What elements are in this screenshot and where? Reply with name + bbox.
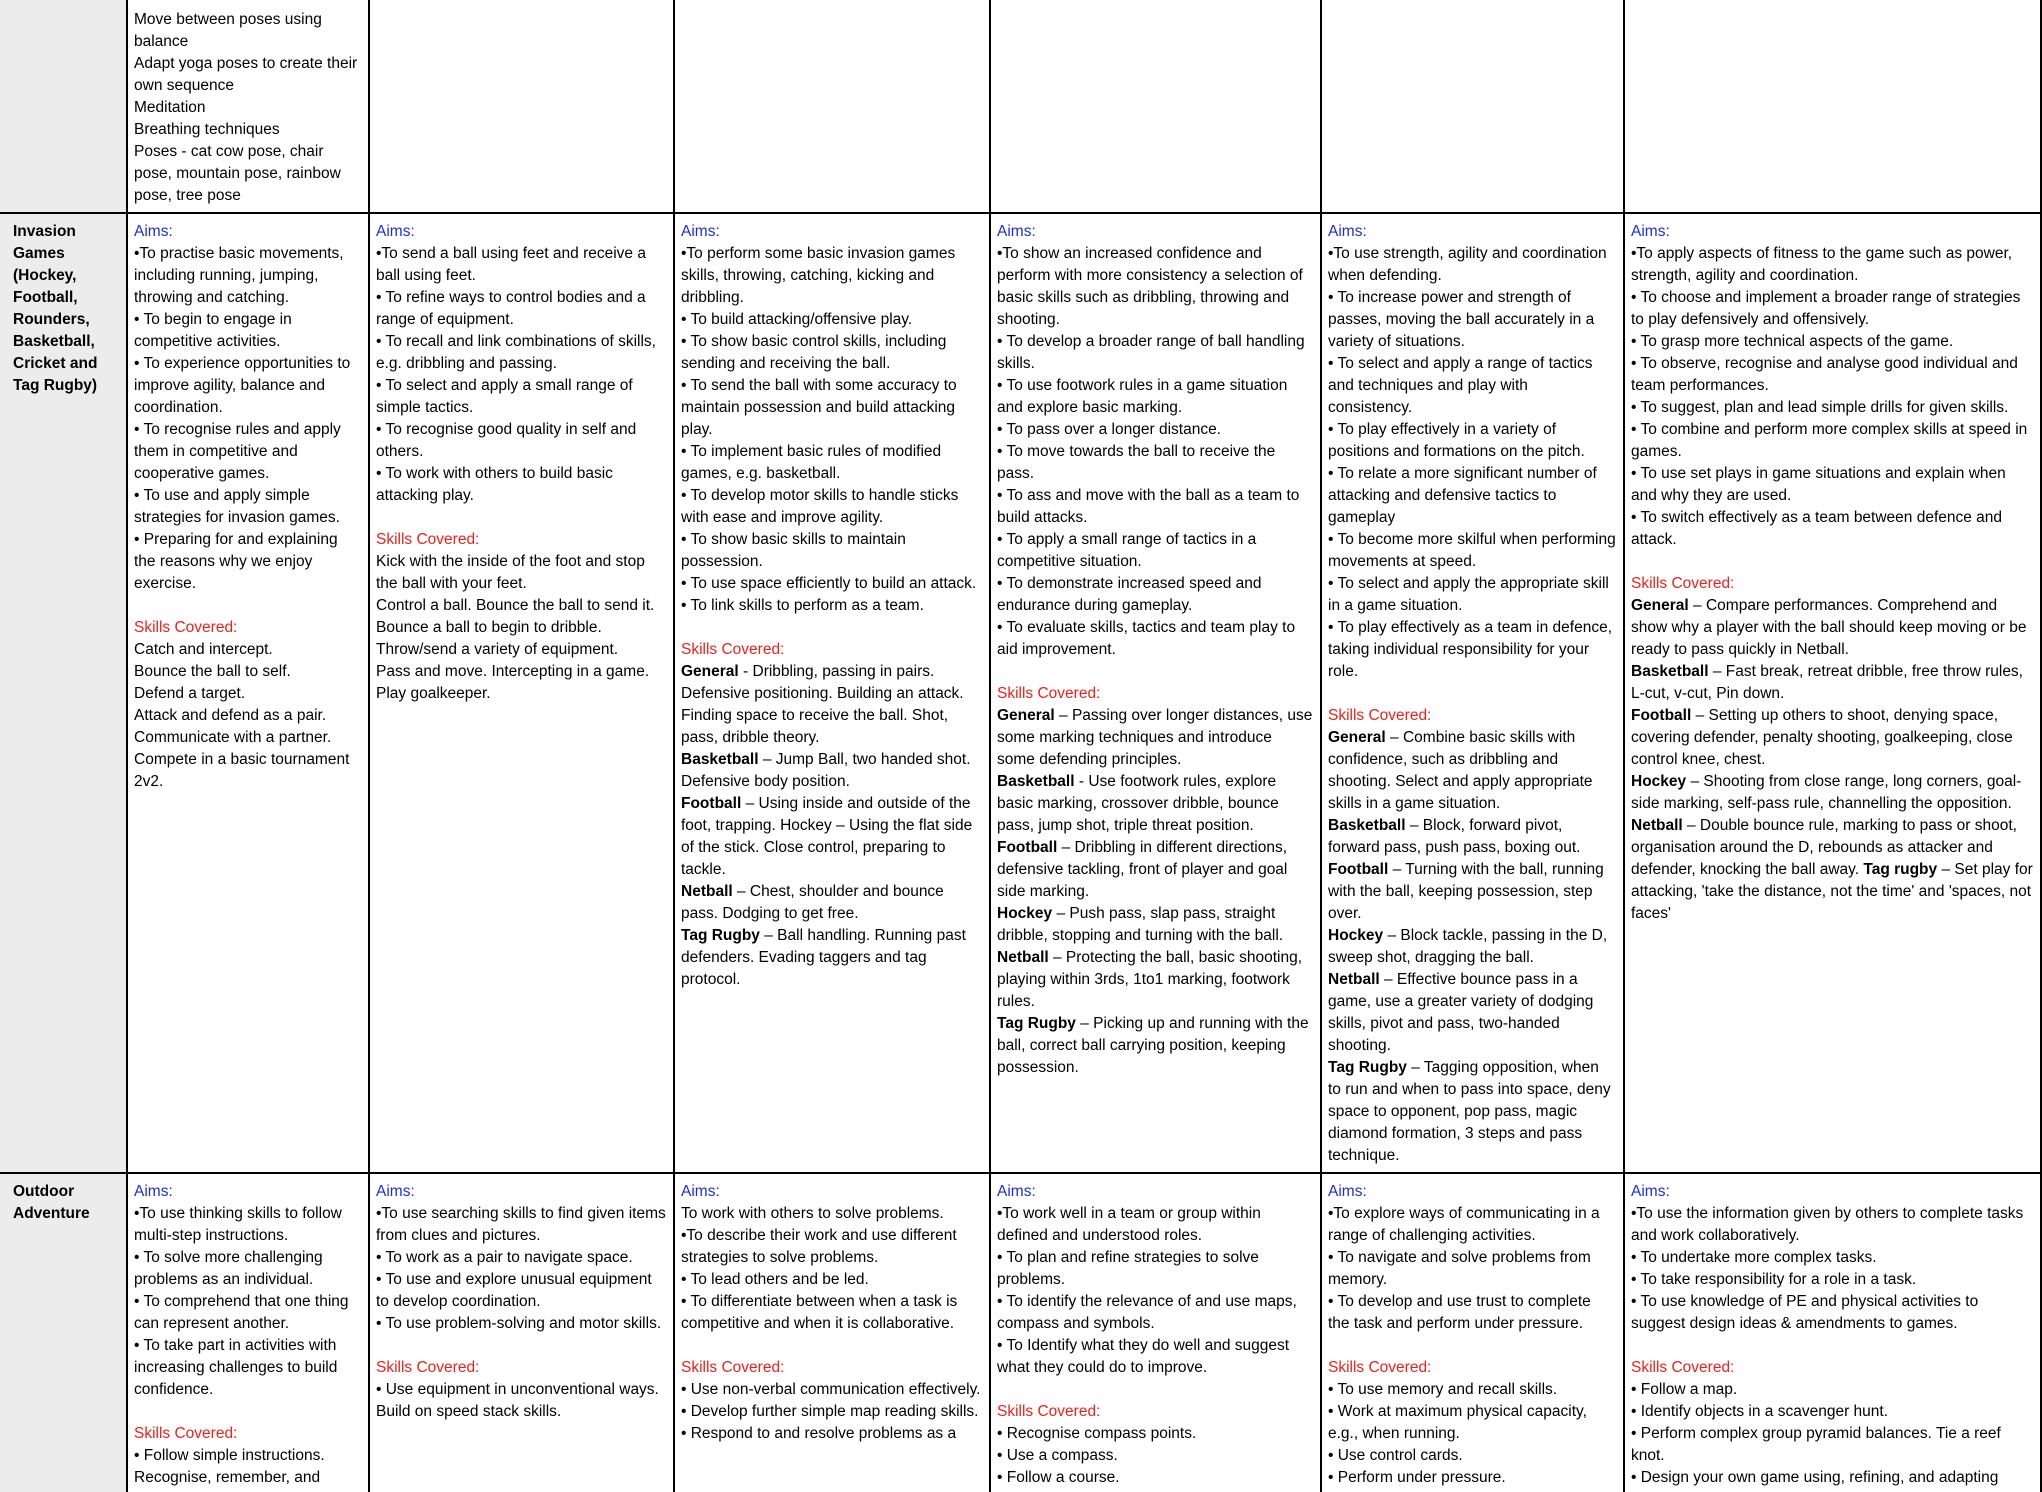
skill-text: • Respond to and resolve problems as a: [681, 1425, 957, 1442]
table-right-border: [2040, 0, 2042, 1492]
skill-sport: Basketball: [681, 751, 759, 768]
cell-line: Adapt yoga poses to create their own sequence: [134, 55, 358, 94]
skill-item: [997, 903, 1313, 947]
skill-sport: Tag Rugby: [997, 1015, 1076, 1032]
aims-label: Aims:: [681, 1183, 720, 1200]
skills-label: Skills Covered:: [1328, 707, 1432, 724]
aim-item: • To implement basic rules of modified games, e.g. basketball.: [681, 443, 942, 482]
skill-text: – Shooting from close range, long corners, goal-side marking, self-pass rule, channelling the opposition.: [1631, 773, 2022, 812]
skill-item: [1328, 1057, 1616, 1167]
skill-item: [681, 1401, 982, 1423]
skill-sport: Hockey: [1328, 927, 1384, 944]
aim-item: • To select and apply the appropriate skill in a game situation.: [1328, 575, 1609, 614]
skill-text: – Using inside and outside of the foot, trapping. Hockey – Using the flat side of the stick. Close control, preparing to tackle.: [681, 795, 973, 878]
skill-text: • Follow simple instructions.: [134, 1447, 325, 1464]
aim-item: •To describe their work and use different strategies to solve problems.: [681, 1227, 957, 1266]
skill-text: • Use non-verbal communication effectively.: [681, 1381, 981, 1398]
skill-item: [997, 771, 1313, 837]
aim-item: • To differentiate between when a task is competitive and when it is collaborative.: [681, 1293, 958, 1332]
aim-item: • To lead others and be led.: [681, 1271, 869, 1288]
column-divider: [368, 0, 370, 1492]
year-cell: [673, 0, 989, 212]
skill-item: [134, 1467, 361, 1489]
skill-item: [1328, 1445, 1616, 1467]
skill-sport: General: [1328, 729, 1386, 746]
skill-text: Bounce the ball to self.: [134, 663, 291, 680]
aim-item: • To link skills to perform as a team.: [681, 597, 924, 614]
skill-text: – Fast break, retreat dribble, free throw rules, L-cut, v-cut, Pin down.: [1631, 663, 2023, 702]
skill-text: – Block, forward pivot, forward pass, push pass, boxing out.: [1328, 817, 1581, 856]
aim-item: • To show basic control skills, including sending and receiving the ball.: [681, 333, 947, 372]
skills-label: Skills Covered:: [681, 641, 785, 658]
skill-text: • Work at maximum physical capacity, e.g., when running.: [1328, 1403, 1587, 1442]
aim-item: • To begin to engage in competitive activities.: [134, 311, 292, 350]
aim-item: •To explore ways of communicating in a range of challenging activities.: [1328, 1205, 1600, 1244]
year-cell: [368, 1172, 673, 1492]
skill-item: [134, 683, 361, 705]
skill-sport: Tag Rugby: [681, 927, 760, 944]
column-divider: [1320, 0, 1322, 1492]
aim-item: • To recognise rules and apply them in competitive and cooperative games.: [134, 421, 341, 482]
year-cell: [1623, 1172, 2042, 1492]
skill-sport: Netball: [1631, 817, 1683, 834]
skill-text: – Ball handling. Running past defenders. Evading taggers and tag protocol.: [681, 927, 966, 988]
aim-item: • To develop a broader range of ball handling skills.: [997, 333, 1305, 372]
column-divider: [1623, 0, 1625, 1492]
skill-text: • Perform under pressure.: [1328, 1469, 1506, 1486]
skill-text: – Block tackle, passing in the D, sweep shot, dragging the ball.: [1328, 927, 1608, 966]
aim-item: • To select and apply a small range of simple tactics.: [376, 377, 633, 416]
skill-item: [134, 661, 361, 683]
skill-text: • Use a compass.: [997, 1447, 1118, 1464]
skill-text: – Jump Ball, two handed shot. Defensive body position.: [681, 751, 971, 790]
skill-text: – Set play for attacking, 'take the distance, not the time' and 'spaces, not faces': [1631, 861, 2033, 922]
aim-item: • To grasp more technical aspects of the game.: [1631, 333, 1954, 350]
skill-item: [1631, 705, 2035, 771]
skill-sport: Hockey: [997, 905, 1053, 922]
skills-label: Skills Covered:: [134, 1425, 238, 1442]
aim-item: • To build attacking/offensive play.: [681, 311, 913, 328]
skill-text: Recognise, remember, and: [134, 1469, 321, 1486]
skill-text: Bounce a ball to begin to dribble.: [376, 619, 602, 636]
aims-label: Aims:: [134, 1183, 173, 1200]
skill-text: – Tagging opposition, when to run and when to pass into space, deny space to opponent, pop pass, magic diamond formation, 3 steps and pass technique.: [1328, 1059, 1611, 1164]
aims-label: Aims:: [134, 223, 173, 240]
skill-text: – Picking up and running with the ball, correct ball carrying position, keeping possession.: [997, 1015, 1309, 1076]
skill-sport: Hockey: [1631, 773, 1687, 790]
skill-item: [681, 1379, 982, 1401]
aim-item: • To develop and use trust to complete the task and perform under pressure.: [1328, 1293, 1591, 1332]
aim-item: • To select and apply a range of tactics and techniques and play with consistency.: [1328, 355, 1593, 416]
skill-sport: Tag rugby: [1863, 861, 1938, 878]
skill-item: [1328, 925, 1616, 969]
skill-sport: Basketball: [1631, 663, 1709, 680]
skill-text: Defend a target.: [134, 685, 246, 702]
aim-item: • To suggest, plan and lead simple drills for given skills.: [1631, 399, 2009, 416]
skill-item: [1328, 1401, 1616, 1445]
aim-item: • To take responsibility for a role in a task.: [1631, 1271, 1917, 1288]
aim-item: •To perform some basic invasion games skills, throwing, catching, kicking and dribbling.: [681, 245, 956, 306]
aim-item: • To combine and perform more complex skills at speed in games.: [1631, 421, 2028, 460]
aim-item: • To navigate and solve problems from memory.: [1328, 1249, 1591, 1288]
skills-label: Skills Covered:: [1631, 575, 1735, 592]
skill-text: Play goalkeeper.: [376, 685, 491, 702]
column-divider: [126, 0, 128, 1492]
skill-sport: General: [681, 663, 739, 680]
skill-text: Control a ball. Bounce the ball to send it.: [376, 597, 655, 614]
year-cell: [368, 212, 673, 1172]
column-divider: [989, 0, 991, 1492]
year-cell: [126, 212, 368, 1172]
aims-label: Aims:: [997, 223, 1036, 240]
year-cell: [126, 1172, 368, 1492]
skill-text: Throw/send a variety of equipment.: [376, 641, 619, 658]
year-cell: [989, 0, 1320, 212]
skills-label: Skills Covered:: [997, 1403, 1101, 1420]
aim-item: • To show basic skills to maintain possession.: [681, 531, 906, 570]
skill-text: • Follow a course.: [997, 1469, 1120, 1486]
skill-text: – Passing over longer distances, use some marking techniques and introduce some defending principles.: [997, 707, 1313, 768]
aim-item: • To solve more challenging problems as an individual.: [134, 1249, 323, 1288]
skill-item: [1631, 1401, 2035, 1423]
aim-item: • To move towards the ball to receive the pass.: [997, 443, 1276, 482]
aim-item: •To use the information given by others to complete tasks and work collaboratively.: [1631, 1205, 2024, 1244]
aims-label: Aims:: [681, 223, 720, 240]
skill-text: – Setting up others to shoot, denying space, covering defender, penalty shooting, goalkeeping, close control knee, chest.: [1631, 707, 2013, 768]
skill-item: [681, 925, 982, 991]
aim-item: •To use searching skills to find given items from clues and pictures.: [376, 1205, 666, 1244]
skill-item: [997, 1013, 1313, 1079]
skill-sport: Netball: [997, 949, 1049, 966]
aims-label: Aims:: [1631, 1183, 1670, 1200]
row-heading: [0, 0, 126, 212]
skill-item: [681, 661, 982, 749]
aim-item: •To use strength, agility and coordination when defending.: [1328, 245, 1607, 284]
skill-sport: Football: [1328, 861, 1389, 878]
skill-text: Pass and move. Intercepting in a game.: [376, 663, 650, 680]
skill-item: [997, 947, 1313, 1013]
skills-label: Skills Covered:: [134, 619, 238, 636]
skill-text: • Perform complex group pyramid balances. Tie a reef knot.: [1631, 1425, 2001, 1464]
skills-label: Skills Covered:: [1631, 1359, 1735, 1376]
aim-item: • To relate a more significant number of attacking and defensive tactics to gameplay: [1328, 465, 1597, 526]
skill-item: [376, 617, 666, 639]
aim-item: • To increase power and strength of passes, moving the ball accurately in a variety of situations.: [1328, 289, 1595, 350]
skill-text: – Combine basic skills with confidence, such as dribbling and shooting. Select and apply appropriate skills in a game situation.: [1328, 729, 1593, 812]
aim-item: • To use knowledge of PE and physical activities to suggest design ideas & amendments to games.: [1631, 1293, 1979, 1332]
aim-item: • To use and apply simple strategies for invasion games.: [134, 487, 340, 526]
skill-text: • Use control cards.: [1328, 1447, 1463, 1464]
skill-item: [997, 1445, 1313, 1467]
aims-label: Aims:: [1328, 1183, 1367, 1200]
row-divider: [0, 1172, 2042, 1174]
aim-item: •To practise basic movements, including running, jumping, throwing and catching.: [134, 245, 344, 306]
skills-label: Skills Covered:: [376, 531, 480, 548]
skill-item: [376, 639, 666, 661]
skill-text: Compete in a basic tournament 2v2.: [134, 751, 350, 790]
skill-sport: Football: [997, 839, 1058, 856]
skill-item: [1328, 859, 1616, 925]
skill-text: – Chest, shoulder and bounce pass. Dodging to get free.: [681, 883, 944, 922]
skill-text: Attack and defend as a pair.: [134, 707, 327, 724]
skill-item: [1328, 1467, 1616, 1489]
aim-item: • To evaluate skills, tactics and team play to aid improvement.: [997, 619, 1296, 658]
skill-item: [1631, 1423, 2035, 1467]
skill-item: [681, 1423, 982, 1445]
skill-item: [1631, 1379, 2035, 1401]
skill-text: • Use equipment in unconventional ways. Build on speed stack skills.: [376, 1381, 659, 1420]
aim-item: • To take part in activities with increasing challenges to build confidence.: [134, 1337, 338, 1398]
skill-item: [1328, 969, 1616, 1057]
skill-text: Communicate with a partner.: [134, 729, 332, 746]
aims-label: Aims:: [1631, 223, 1670, 240]
row-heading: [0, 1172, 126, 1492]
aim-item: • To pass over a longer distance.: [997, 421, 1221, 438]
skill-item: [134, 639, 361, 661]
aim-item: • To become more skilful when performing movements at speed.: [1328, 531, 1616, 570]
skill-text: – Push pass, slap pass, straight dribble, stopping and turning with the ball.: [997, 905, 1284, 944]
year-cell: [1320, 0, 1623, 212]
aims-label: Aims:: [376, 223, 415, 240]
skill-sport: Football: [1631, 707, 1692, 724]
skill-item: [1631, 1467, 2035, 1489]
skill-item: [376, 1379, 666, 1423]
skill-text: • Recognise compass points.: [997, 1425, 1197, 1442]
aim-item: • To demonstrate increased speed and endurance during gameplay.: [997, 575, 1262, 614]
skill-sport: Basketball: [1328, 817, 1406, 834]
skill-item: [376, 595, 666, 617]
skill-item: [997, 1467, 1313, 1489]
aim-item: •To apply aspects of fitness to the game such as power, strength, agility and coordination.: [1631, 245, 2013, 284]
year-cell: [1320, 1172, 1623, 1492]
aim-item: • To plan and refine strategies to solve problems.: [997, 1249, 1259, 1288]
skills-label: Skills Covered:: [997, 685, 1101, 702]
aim-item: • To recognise good quality in self and others.: [376, 421, 637, 460]
skills-label: Skills Covered:: [1328, 1359, 1432, 1376]
year-cell: [989, 1172, 1320, 1492]
row-divider: [0, 212, 2042, 214]
year-cell: [368, 0, 673, 212]
skill-item: [134, 1445, 361, 1467]
skill-item: [1328, 1379, 1616, 1401]
cell-line: Poses - cat cow pose, chair pose, mountain pose, rainbow pose, tree pose: [134, 143, 341, 204]
aim-item: • To use problem-solving and motor skills.: [376, 1315, 662, 1332]
year-cell: [1623, 0, 2042, 212]
skill-item: [376, 683, 666, 705]
skills-label: Skills Covered:: [681, 1359, 785, 1376]
aim-item: • To observe, recognise and analyse good individual and team performances.: [1631, 355, 2018, 394]
skill-item: [1631, 595, 2035, 661]
skill-text: • Develop further simple map reading skills.: [681, 1403, 979, 1420]
skill-item: [134, 705, 361, 727]
cell-line: Breathing techniques: [134, 121, 280, 138]
row-heading: [0, 212, 126, 1172]
skill-item: [376, 661, 666, 683]
aim-item: • To play effectively as a team in defence, taking individual responsibility for your role.: [1328, 619, 1613, 680]
aim-item: • To Identify what they do well and suggest what they could do to improve.: [997, 1337, 1290, 1376]
aim-item: • To ass and move with the ball as a team to build attacks.: [997, 487, 1300, 526]
cell-line: Move between poses using balance: [134, 11, 322, 50]
skill-item: [1631, 771, 2035, 815]
skill-sport: General: [1631, 597, 1689, 614]
aim-item: •To send a ball using feet and receive a ball using feet.: [376, 245, 646, 284]
skill-sport: Tag Rugby: [1328, 1059, 1407, 1076]
aim-item: • To work as a pair to navigate space.: [376, 1249, 633, 1266]
skill-item: [997, 1423, 1313, 1445]
aim-item: • To refine ways to control bodies and a range of equipment.: [376, 289, 646, 328]
skill-text: – Effective bounce pass in a game, use a greater variety of dodging skills, pivot and pass, two-handed shooting.: [1328, 971, 1594, 1054]
aim-item: • To play effectively in a variety of positions and formations on the pitch.: [1328, 421, 1585, 460]
aim-item: • Preparing for and explaining the reasons why we enjoy exercise.: [134, 531, 338, 592]
skill-text: – Turning with the ball, running with the ball, keeping possession, step over.: [1328, 861, 1604, 922]
skills-label: Skills Covered:: [376, 1359, 480, 1376]
row-heading-text: Outdoor Adventure: [13, 1183, 90, 1222]
aim-item: •To work well in a team or group within defined and understood roles.: [997, 1205, 1261, 1244]
skill-sport: Football: [681, 795, 742, 812]
aims-label: Aims:: [376, 1183, 415, 1200]
skill-item: [1328, 727, 1616, 815]
aim-item: • To choose and implement a broader range of strategies to play defensively and offensively.: [1631, 289, 2021, 328]
year-cell: [1320, 212, 1623, 1172]
skill-item: [134, 749, 361, 793]
skill-sport: General: [997, 707, 1055, 724]
skill-sport: Netball: [681, 883, 733, 900]
skill-item: [997, 705, 1313, 771]
skill-sport: Basketball: [997, 773, 1075, 790]
aim-item: •To show an increased confidence and perform with more consistency a selection of basic skills such as dribbling, throwing and shooting.: [997, 245, 1303, 328]
skill-sport: Netball: [1328, 971, 1380, 988]
skill-text: • Identify objects in a scavenger hunt.: [1631, 1403, 1889, 1420]
skill-text: – Protecting the ball, basic shooting, playing within 3rds, 1to1 marking, footwork rules.: [997, 949, 1303, 1010]
year-cell: [673, 1172, 989, 1492]
skill-item: [376, 551, 666, 595]
year-cell: [673, 212, 989, 1172]
skill-text: • Design your own game using, refining, and adapting: [1631, 1469, 1999, 1486]
skill-text: Catch and intercept.: [134, 641, 273, 658]
skill-item: [681, 793, 982, 881]
aim-item: • To comprehend that one thing can represent another.: [134, 1293, 349, 1332]
year-cell: [126, 0, 368, 212]
year-cell: [1623, 212, 2042, 1172]
skill-text: – Double bounce rule, marking to pass or shoot, organisation around the D, rebounds as attacker and defender, knocking the ball away.: [1631, 817, 2017, 878]
aim-item: • To use set plays in game situations and explain when and why they are used.: [1631, 465, 2006, 504]
aim-item: • To recall and link combinations of skills, e.g. dribbling and passing.: [376, 333, 656, 372]
aim-item: • To undertake more complex tasks.: [1631, 1249, 1877, 1266]
aim-item: • To identify the relevance of and use maps, compass and symbols.: [997, 1293, 1297, 1332]
aim-item: To work with others to solve problems.: [681, 1205, 944, 1222]
skill-text: – Dribbling in different directions, defensive tackling, front of player and goal side marking.: [997, 839, 1288, 900]
aim-item: • To send the ball with some accuracy to maintain possession and build attacking play.: [681, 377, 957, 438]
aim-item: • To use space efficiently to build an attack.: [681, 575, 977, 592]
aim-item: • To experience opportunities to improve agility, balance and coordination.: [134, 355, 351, 416]
skill-text: - Dribbling, passing in pairs. Defensive positioning. Building an attack. Finding space to receive the ball. Shot, pass, dribble theory.: [681, 663, 964, 746]
skill-text: – Compare performances. Comprehend and show why a player with the ball should keep moving or be ready to pass quickly in Netball.: [1631, 597, 2027, 658]
aims-label: Aims:: [1328, 223, 1367, 240]
skill-item: [997, 837, 1313, 903]
aim-item: • To switch effectively as a team between defence and attack.: [1631, 509, 2003, 548]
skill-item: [1631, 815, 2035, 925]
aims-label: Aims:: [997, 1183, 1036, 1200]
aim-item: •To use thinking skills to follow multi-step instructions.: [134, 1205, 342, 1244]
skill-text: • Follow a map.: [1631, 1381, 1738, 1398]
cell-line: Meditation: [134, 99, 206, 116]
skill-item: [681, 749, 982, 793]
aim-item: • To develop motor skills to handle sticks with ease and improve agility.: [681, 487, 959, 526]
skill-text: - Use footwork rules, explore basic marking, crossover dribble, bounce pass, jump shot, triple threat position.: [997, 773, 1279, 834]
skill-item: [134, 727, 361, 749]
skill-text: Kick with the inside of the foot and stop the ball with your feet.: [376, 553, 645, 592]
skill-text: • To use memory and recall skills.: [1328, 1381, 1558, 1398]
column-divider: [673, 0, 675, 1492]
skill-item: [681, 881, 982, 925]
skill-item: [1631, 661, 2035, 705]
aim-item: • To use footwork rules in a game situation and explore basic marking.: [997, 377, 1288, 416]
aim-item: • To work with others to build basic attacking play.: [376, 465, 613, 504]
aim-item: • To apply a small range of tactics in a competitive situation.: [997, 531, 1257, 570]
year-cell: [989, 212, 1320, 1172]
row-heading-text: Invasion Games (Hockey, Football, Rounders, Basketball, Cricket and Tag Rugby): [13, 223, 98, 394]
skill-item: [1328, 815, 1616, 859]
aim-item: • To use and explore unusual equipment to develop coordination.: [376, 1271, 652, 1310]
